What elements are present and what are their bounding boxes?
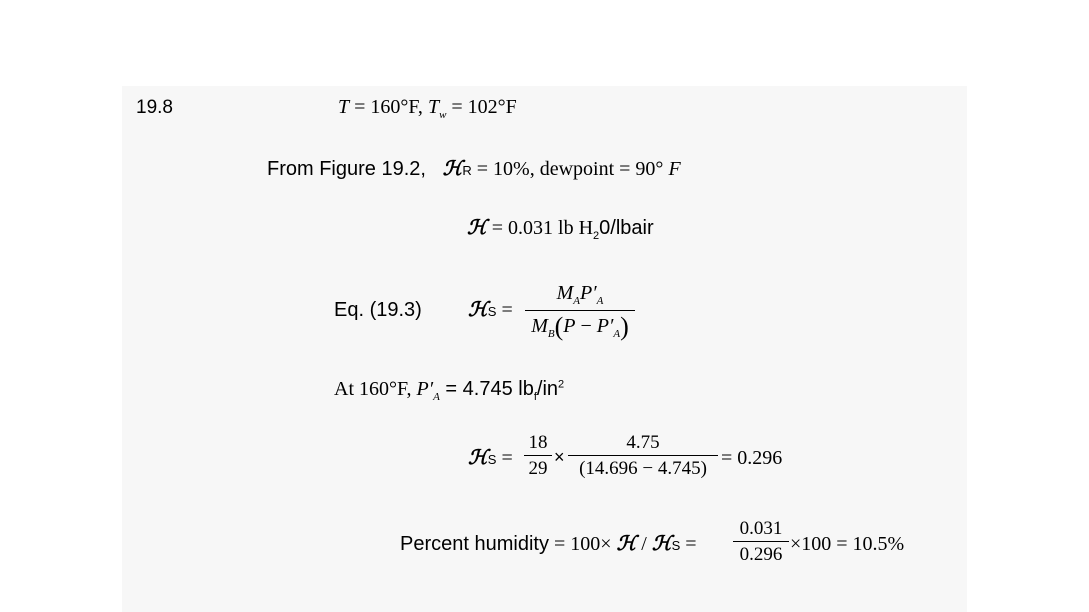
fraction-numerator: 4.75	[626, 432, 660, 453]
humidity-ratio-fraction	[733, 519, 789, 564]
humidity-symbol: ℋ	[616, 533, 637, 555]
saturation-humidity-symbol: ℋ	[468, 447, 488, 469]
saturation-humidity-subscript: S	[487, 304, 497, 319]
h2o-subscript: 2	[593, 230, 600, 242]
vapor-pressure-condition: At 160°F,	[334, 378, 417, 400]
temperature-line	[338, 97, 517, 121]
saturation-result: = 0.296	[721, 447, 783, 469]
Tw-subscript: w	[439, 109, 447, 121]
problem-number: 19.8	[136, 97, 173, 118]
lbf-subscript: f	[533, 391, 537, 403]
times-sign: ×	[554, 447, 565, 467]
equation-label: Eq. (19.3)	[334, 299, 422, 321]
vapor-pressure-line	[334, 379, 564, 403]
T-value: = 160°F,	[349, 96, 428, 118]
equals: =	[496, 299, 513, 321]
pressure-unit: /in	[536, 378, 559, 400]
fraction-numerator: $M_AP'_A$	[556, 282, 604, 307]
percent-humidity-result: ×100 = 10.5%	[790, 533, 905, 555]
figure-reference: From Figure 19.2,	[267, 158, 426, 180]
T-symbol: T	[338, 96, 350, 118]
saturation-calc-lhs	[468, 448, 513, 468]
saturation-humidity-subscript: S	[487, 452, 497, 467]
figure-reference-line	[267, 159, 681, 179]
percent-humidity-factor: = 100×	[548, 533, 617, 555]
saturation-humidity-symbol: ℋ	[651, 533, 672, 555]
relative-humidity-value: = 10%, dewpoint = 90°	[471, 158, 669, 180]
fraction-bar	[568, 455, 718, 456]
humidity-value: = 0.031 lb H	[486, 217, 594, 239]
fraction-denominator: 29	[528, 458, 548, 479]
equation-fraction	[525, 283, 635, 340]
unit-exponent: 2	[558, 378, 565, 391]
Tw-value: = 102°F	[446, 96, 517, 118]
equals: =	[496, 447, 513, 469]
fahrenheit-symbol: F	[668, 158, 681, 180]
fraction-denominator: $M_B(P - P'_A)$	[531, 312, 629, 341]
vapor-pressure-symbol: P′	[416, 378, 434, 400]
pressure-ratio-fraction	[568, 433, 718, 478]
saturation-humidity-lhs	[468, 300, 513, 320]
fraction-bar	[524, 455, 552, 456]
humidity-line	[467, 218, 654, 242]
humidity-unit: 0/lbair	[599, 217, 654, 239]
vapor-pressure-value: = 4.745 lb	[439, 378, 534, 400]
fraction-denominator: (14.696 − 4.745)	[579, 458, 707, 479]
fraction-bar	[525, 310, 635, 311]
saturation-humidity-symbol: ℋ	[468, 299, 488, 321]
Tw-symbol: T	[427, 96, 440, 118]
relative-humidity-symbol: ℋ	[442, 158, 463, 180]
humidity-symbol: ℋ	[467, 217, 487, 239]
saturation-humidity-subscript: S	[671, 538, 681, 553]
equals: =	[680, 533, 697, 555]
divide-slash: /	[636, 533, 652, 555]
fraction-denominator: 0.296	[739, 544, 783, 565]
fraction-numerator: 0.031	[739, 518, 783, 539]
relative-humidity-subscript: R	[462, 163, 472, 178]
fraction-bar	[733, 541, 789, 542]
fraction-numerator: 18	[528, 432, 548, 453]
percent-humidity-label: Percent humidity	[400, 533, 549, 555]
molar-ratio-fraction	[524, 433, 552, 478]
percent-humidity-line	[400, 534, 697, 554]
vapor-pressure-subscript: A	[433, 391, 440, 403]
